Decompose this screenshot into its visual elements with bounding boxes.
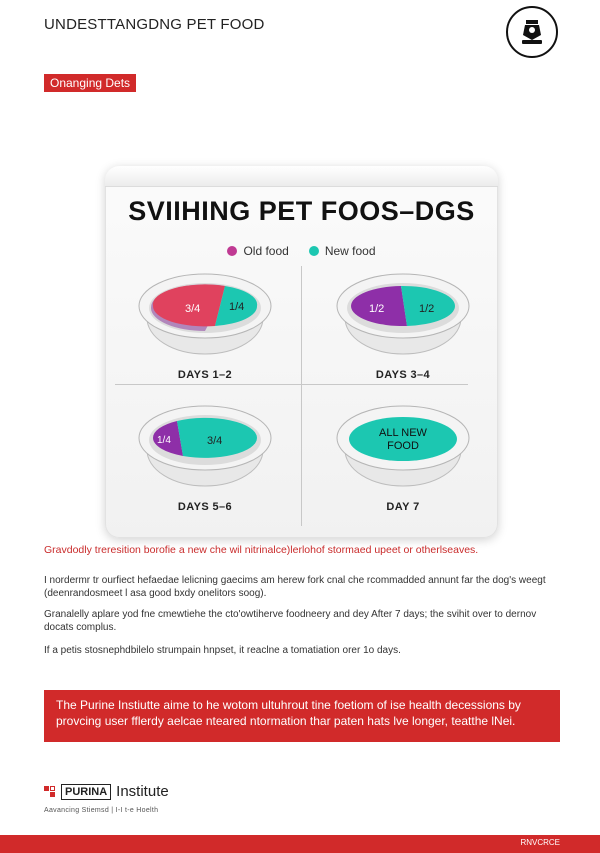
stage4-text-line2: FOOD (387, 440, 419, 452)
purina-institute-logo (44, 783, 169, 800)
old-food-dot-icon (227, 246, 237, 256)
section-tag: Onanging Dets (44, 74, 136, 92)
paragraph-2: Granalelly aplare yod fne cmewtiehe the cto'owtiherve foodneery and dey After 7 days; the svihit over to dernov docats complus. (44, 609, 537, 633)
bowl-icon (135, 266, 275, 356)
stage4-text-line1: ALL NEW (379, 427, 427, 439)
stage2-old-text: 1/2 (369, 303, 385, 315)
paragraph-1: I nordermr tr ourfiect hefaedae lelicning gaecims am herew fork cnal che rcommadded annunt far the dog's weegt (deenrandosmeet l asa good bxdy onelitors soog). (44, 575, 546, 599)
stage-day-7 (308, 398, 498, 513)
brand-box: PURINA (61, 784, 111, 800)
warning-text: Gravdodly treresition borofie a new che wil nitrinalce)lerlohof stormaed upeet or otherlseaves. (44, 544, 479, 556)
brand-tagline: Aavancing Stiemsd | I-I t-e Hoelth (44, 807, 159, 814)
card-rim (105, 166, 498, 187)
dog-head-icon (506, 6, 558, 58)
document-title: UNDESTTANGDNG PET FOOD (44, 16, 265, 33)
stage3-old-text: 1/4 (157, 435, 171, 446)
card-title: SVIIHING PET FOOS–DGS (128, 196, 475, 226)
checkerboard-icon (44, 786, 56, 798)
paragraph-3: If a petis stosnephdbilelo strumpain hnpset, it reaclne a tomatiation orer 1o days. (44, 645, 401, 656)
horizontal-divider (115, 384, 468, 385)
legend-new-label: New food (324, 244, 376, 258)
institute-highlight: The Purine Instiutte aime to he wotom ultuhrout tine foetiom of ise health decessions by provcing user fflerdy aelcae nteared ntormation thar paten hats lve longer, teatthe lNei. (44, 690, 560, 742)
footer-bar (0, 835, 600, 853)
legend-new-food (309, 244, 376, 258)
vertical-divider (301, 266, 302, 526)
stage1-new-text: 1/4 (229, 301, 245, 313)
stage-days-1-2 (110, 266, 300, 381)
stage-days-5-6 (110, 398, 300, 513)
day-label: DAYS 5–6 (177, 501, 233, 513)
footer-text: RNVCRCE (520, 838, 560, 847)
bowl-icon (333, 398, 473, 488)
stage-days-3-4 (308, 266, 498, 381)
day-label: DAYS 3–4 (375, 369, 431, 381)
bowl-icon (135, 398, 275, 488)
new-food-dot-icon (309, 246, 319, 256)
stage3-new-text: 3/4 (207, 435, 223, 447)
legend-old-food (227, 244, 288, 258)
legend (105, 244, 498, 258)
day-label: DAY 7 (386, 501, 420, 513)
brand-word: Institute (116, 783, 169, 800)
day-label: DAYS 1–2 (177, 369, 233, 381)
bowl-icon (333, 266, 473, 356)
stage1-old-text: 3/4 (185, 303, 201, 315)
stage2-new-text: 1/2 (419, 303, 435, 315)
legend-old-label: Old food (243, 244, 289, 258)
transition-card (105, 166, 498, 538)
